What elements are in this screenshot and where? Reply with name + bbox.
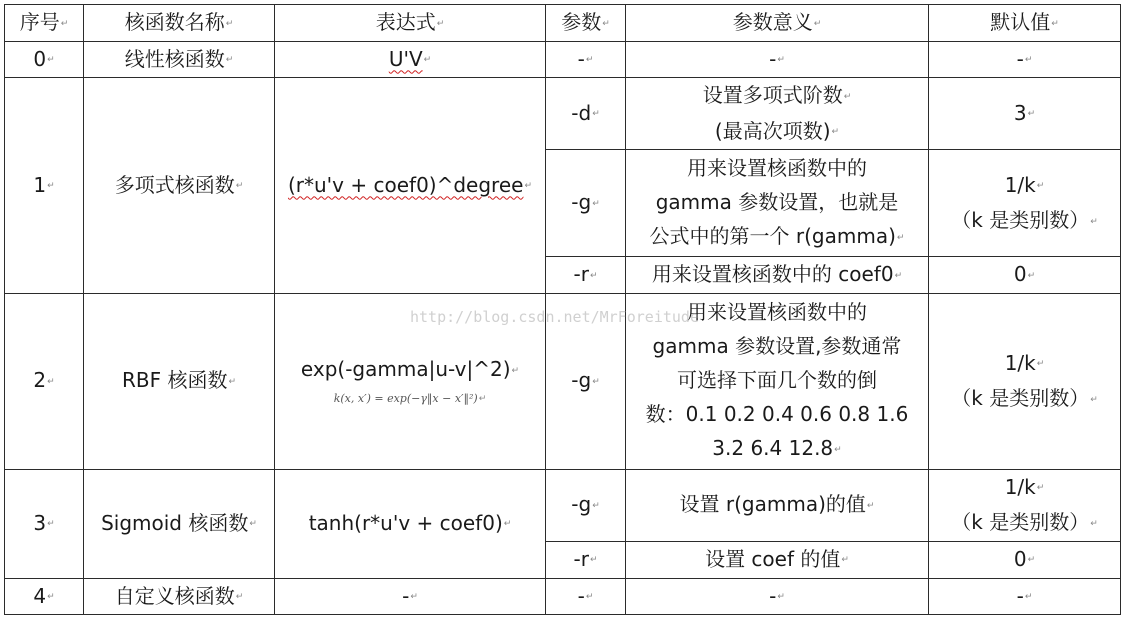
param-flag: -↵ [546,41,626,78]
kernel-expression: (r*u'v + coef0)^degree↵ [275,78,546,294]
param-default: 1/k↵ （k 是类别数）↵ [929,469,1121,541]
header-default: 默认值↵ [929,5,1121,42]
param-meaning: -↵ [626,41,929,78]
param-default: -↵ [929,578,1121,615]
row-index: 3↵ [5,469,84,578]
kernel-name: RBF 核函数↵ [84,293,275,469]
param-default: 1/k↵ （k 是类别数）↵ [929,150,1121,257]
param-flag: -g↵ [546,469,626,541]
param-default: -↵ [929,41,1121,78]
param-default: 0↵ [929,541,1121,578]
header-name: 核函数名称↵ [84,5,275,42]
header-index: 序号↵ [5,5,84,42]
row-index: 2↵ [5,293,84,469]
param-flag: -g↵ [546,293,626,469]
param-meaning: 用来设置核函数中的 gamma 参数设置，也就是 公式中的第一个 r(gamma)↵ [626,150,929,257]
param-meaning: 用来设置核函数中的 coef0↵ [626,257,929,294]
header-meaning: 参数意义↵ [626,5,929,42]
kernel-name: 线性核函数↵ [84,41,275,78]
table-row [5,578,1121,615]
header-expression: 表达式↵ [275,5,546,42]
param-flag: -d↵ [546,78,626,150]
kernel-expression: U'V↵ [275,41,546,78]
header-param: 参数↵ [546,5,626,42]
kernel-expression: -↵ [275,578,546,615]
param-default: 0↵ [929,257,1121,294]
row-index: 0↵ [5,41,84,78]
param-flag: -g↵ [546,150,626,257]
param-meaning: 设置 r(gamma)的值↵ [626,469,929,541]
param-default: 1/k↵ （k 是类别数）↵ [929,293,1121,469]
kernel-name: Sigmoid 核函数↵ [84,469,275,578]
row-index: 1↵ [5,78,84,294]
row-index: 4↵ [5,578,84,615]
param-meaning: 设置 coef 的值↵ [626,541,929,578]
table-row [5,469,1121,541]
param-flag: -↵ [546,578,626,615]
table-row [5,293,1121,469]
table-header-row [5,5,1121,42]
param-meaning: 用来设置核函数中的 gamma 参数设置,参数通常 可选择下面几个数的倒 数：0.1 0.2 0.4 0.6 0.8 1.6 3.2 6.4 12.8↵ [626,293,929,469]
table-row [5,78,1121,150]
param-flag: -r↵ [546,257,626,294]
param-default: 3↵ [929,78,1121,150]
param-meaning: -↵ [626,578,929,615]
kernel-name: 多项式核函数↵ [84,78,275,294]
kernel-name: 自定义核函数↵ [84,578,275,615]
kernel-expression: tanh(r*u'v + coef0)↵ [275,469,546,578]
watermark: http://blog.csdn.net/MrForeitude [410,308,699,326]
kernel-function-table [4,4,1121,615]
kernel-expression: exp(-gamma|u-v|^2)↵ k(x, x′) = exp(−γ‖x − x′‖²)↵ [275,293,546,469]
table-row [5,41,1121,78]
param-flag: -r↵ [546,541,626,578]
rbf-formula: k(x, x′) = exp(−γ‖x − x′‖²)↵ [333,391,487,405]
param-meaning: 设置多项式阶数↵ (最高次项数)↵ [626,78,929,150]
